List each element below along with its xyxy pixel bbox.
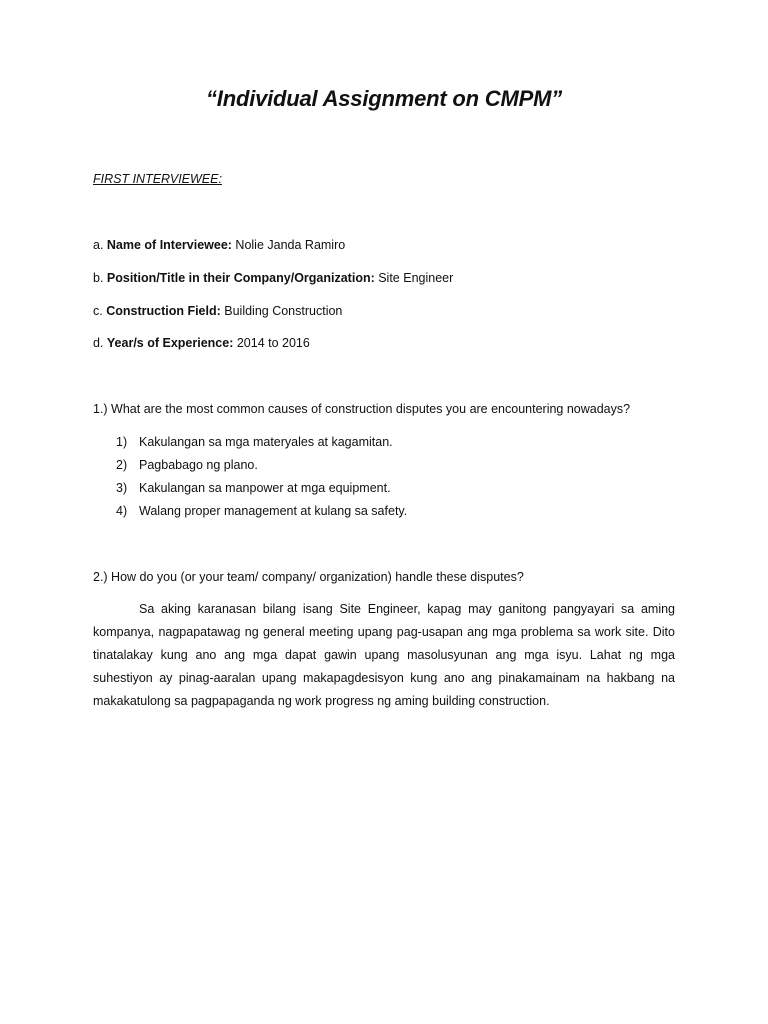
field-label: Name of Interviewee: — [106, 238, 232, 252]
section-label-first-interviewee: FIRST INTERVIEWEE: — [93, 172, 222, 186]
list-item-text: Kakulangan sa manpower at mga equipment. — [139, 481, 391, 495]
answer-1-list — [116, 434, 407, 526]
field-value: 2014 to 2016 — [233, 336, 310, 350]
list-item — [116, 480, 407, 503]
document-title: “Individual Assignment on CMPM” — [206, 86, 562, 111]
list-item-number: 1) — [116, 435, 128, 449]
field-value: Site Engineer — [374, 271, 454, 285]
field-name-of-interviewee — [93, 238, 345, 252]
field-prefix: d. — [93, 336, 107, 350]
list-item — [116, 503, 407, 526]
field-label: Construction Field: — [106, 304, 221, 318]
answer-2-text: Sa aking karanasan bilang isang Site Engineer, kapag may ganitong pangyayari sa aming kompanya, nagpapatawag ng general meeting upang pag-usapan ang mga problema sa work site. Dito tinatalakay kung ano ang mga dapat gawin upang masolusyunan ang mga isyu. Lahat ng mga suhestiyon ay pinag-aaralan upang makapagdesisyon kung ano ang pinakamainam na hakbang na makakatulong sa pagpapaganda ng work progress ng aming building construction. — [93, 602, 675, 708]
field-prefix: c. — [93, 304, 107, 318]
list-item-text: Pagbabago ng plano. — [139, 458, 258, 472]
field-label: Year/s of Experience: — [106, 336, 234, 350]
question-1: 1.) What are the most common causes of construction disputes you are encountering nowadays? — [93, 402, 631, 416]
list-item-text: Kakulangan sa mga materyales at kagamitan. — [139, 435, 393, 449]
answer-2-paragraph — [93, 598, 675, 713]
field-prefix: b. — [93, 271, 107, 285]
list-item-number: 2) — [116, 458, 128, 472]
list-item-text: Walang proper management at kulang sa safety. — [139, 504, 408, 518]
field-prefix: a. — [93, 238, 107, 252]
question-2: 2.) How do you (or your team/ company/ organization) handle these disputes? — [93, 570, 524, 584]
list-item — [116, 434, 407, 457]
field-years-of-experience — [93, 336, 310, 350]
list-item — [116, 457, 407, 480]
field-value: Nolie Janda Ramiro — [231, 238, 346, 252]
field-position-title — [93, 271, 453, 285]
field-value: Building Construction — [220, 304, 343, 318]
list-item-number: 3) — [116, 481, 128, 495]
list-item-number: 4) — [116, 504, 128, 518]
field-label: Position/Title in their Company/Organization: — [106, 271, 375, 285]
field-construction-field — [93, 304, 342, 318]
